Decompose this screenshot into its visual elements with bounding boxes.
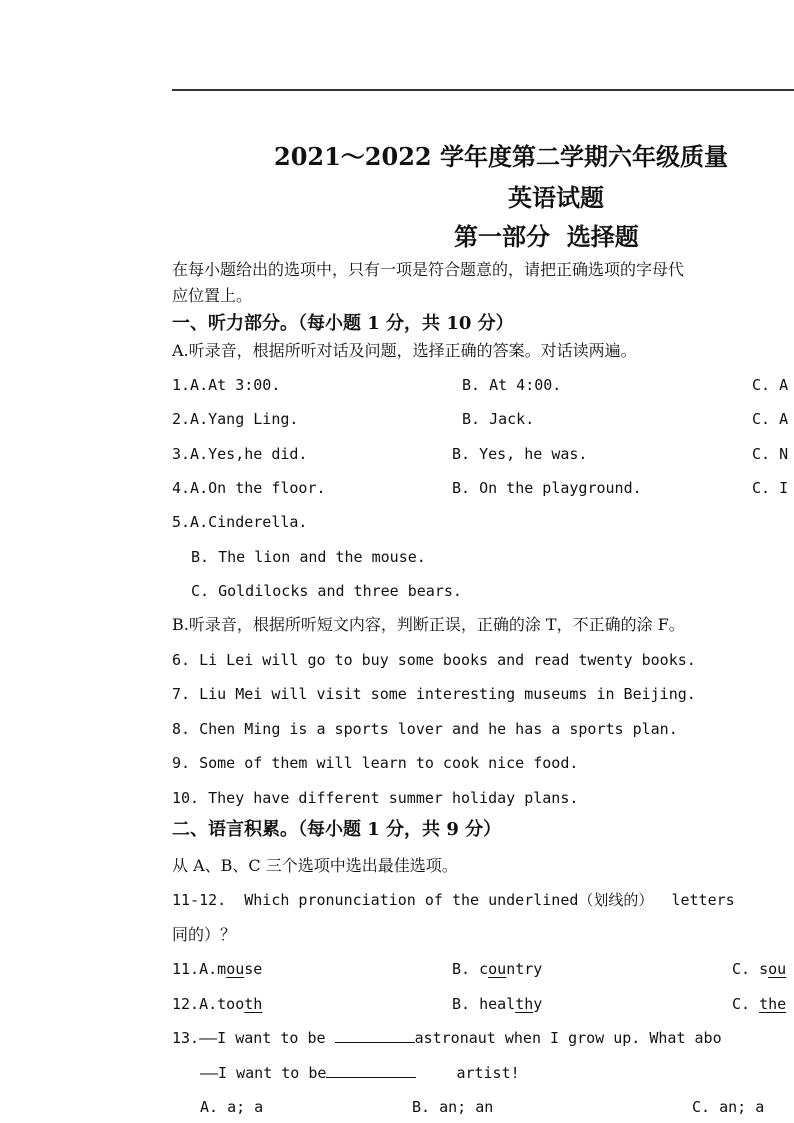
q11-12-stem: 11-12. Which pronunciation of the underlined（划线的） letters xyxy=(172,891,735,909)
section1-a-instruction: A.听录音，根据所听对话及问题，选择正确的答案。对话读两遍。 xyxy=(172,341,637,360)
exam-title: 2021～2022 学年度第二学期六年级质量 xyxy=(274,142,728,171)
answer-blank xyxy=(335,1028,415,1043)
q13-line-1: 13.——I want to be astronaut when I grow up. What abo xyxy=(172,1029,722,1047)
q13-option-a: A. a; a xyxy=(200,1098,264,1116)
q1-option-c: C. A xyxy=(752,376,789,394)
instruction-line-2: 应位置上。 xyxy=(172,286,253,305)
q5-option-b: B. The lion and the mouse. xyxy=(191,548,426,566)
statement-6: 6. Li Lei will go to buy some books and read twenty books. xyxy=(172,651,696,669)
q4-option-a: 4.A.On the floor. xyxy=(172,479,326,497)
exam-subtitle: 英语试题 xyxy=(508,183,604,212)
statement-9: 9. Some of them will learn to cook nice food. xyxy=(172,754,579,772)
underlined-letters: the xyxy=(759,995,787,1013)
q4-option-c: C. I xyxy=(752,479,789,497)
underlined-letters: ou xyxy=(226,960,245,978)
instruction-line-1: 在每小题给出的选项中，只有一项是符合题意的，请把正确选项的字母代 xyxy=(172,260,685,279)
q13-line-2: ——I want to be artist! xyxy=(200,1064,520,1082)
underlined-letters: ou xyxy=(488,960,507,978)
q11-option-c: C. sou xyxy=(732,960,787,978)
section1-heading: 一、听力部分。（每小题 1 分，共 10 分） xyxy=(172,313,514,334)
q3-option-a: 3.A.Yes,he did. xyxy=(172,445,308,463)
section2-heading: 二、语言积累。（每小题 1 分，共 9 分） xyxy=(172,819,502,840)
underlined-letters: th xyxy=(515,995,534,1013)
q11-option-b: B. country xyxy=(452,960,543,978)
header-rule xyxy=(172,89,794,91)
q2-option-c: C. A xyxy=(752,410,789,428)
q12-option-c: C. the xyxy=(732,995,787,1013)
q12-option-b: B. healthy xyxy=(452,995,543,1013)
q1-option-a: 1.A.At 3:00. xyxy=(172,376,281,394)
statement-10: 10. They have different summer holiday plans. xyxy=(172,789,579,807)
q5-option-c: C. Goldilocks and three bears. xyxy=(191,582,462,600)
q1-option-b: B. At 4:00. xyxy=(462,376,562,394)
q13-option-c: C. an; a xyxy=(692,1098,765,1116)
q5-option-a: 5.A.Cinderella. xyxy=(172,513,308,531)
q2-option-b: B. Jack. xyxy=(462,410,535,428)
section1-b-instruction: B.听录音，根据所听短文内容，判断正误，正确的涂 T，不正确的涂 F。 xyxy=(172,615,685,634)
statement-8: 8. Chen Ming is a sports lover and he has a sports plan. xyxy=(172,720,678,738)
q11-option-a: 11.A.mouse xyxy=(172,960,263,978)
statement-7: 7. Liu Mei will visit some interesting museums in Beijing. xyxy=(172,685,696,703)
part-heading: 第一部分 选择题 xyxy=(454,222,639,251)
q4-option-b: B. On the playground. xyxy=(452,479,642,497)
underlined-letters: th xyxy=(244,995,263,1013)
q3-option-b: B. Yes, he was. xyxy=(452,445,588,463)
q2-option-a: 2.A.Yang Ling. xyxy=(172,410,299,428)
section2-instruction: 从 A、B、C 三个选项中选出最佳选项。 xyxy=(172,856,458,875)
q11-12-stem-cont: 同的）？ xyxy=(172,925,237,944)
q13-option-b: B. an; an xyxy=(412,1098,494,1116)
q3-option-c: C. N xyxy=(752,445,789,463)
underlined-letters: ou xyxy=(768,960,787,978)
q12-option-a: 12.A.tooth xyxy=(172,995,263,1013)
answer-blank xyxy=(326,1063,416,1078)
